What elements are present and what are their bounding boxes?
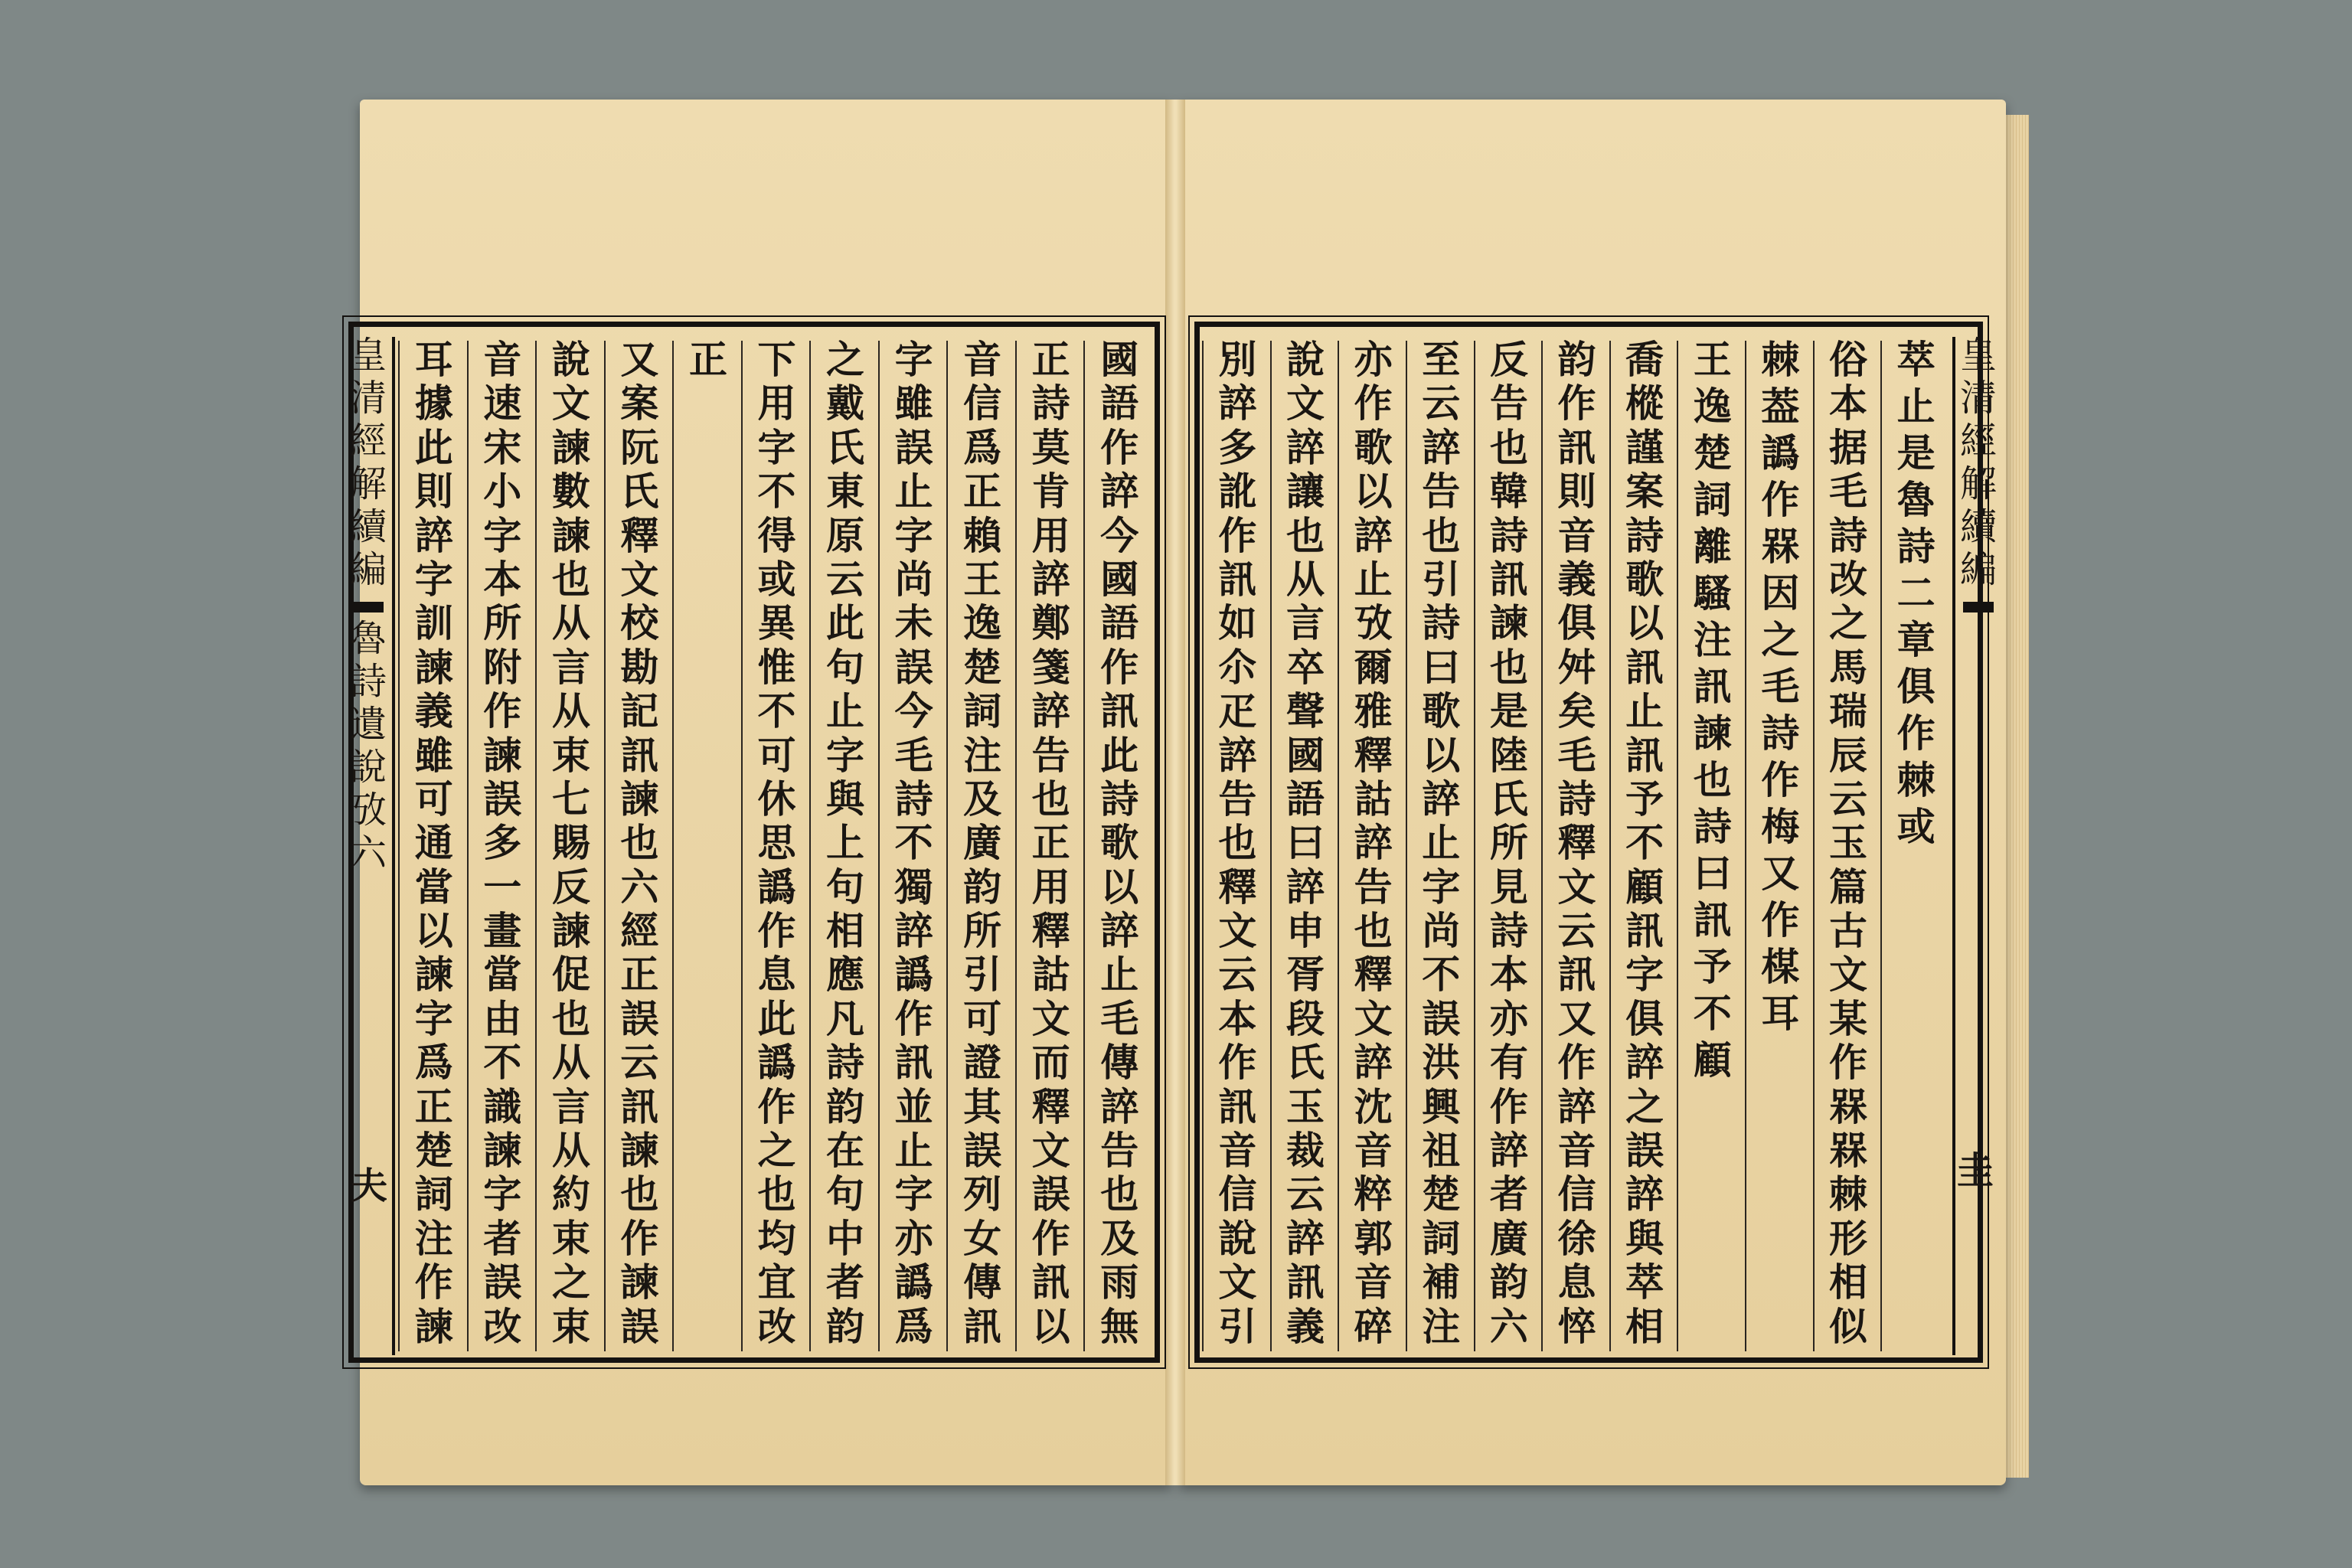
- book-spine: [1165, 100, 1185, 1485]
- right-text-column: 萃 止 是 魯 詩 二 章 俱 作 棘 或: [1880, 341, 1950, 1351]
- left-text-column: 下 用 字 不 得 或 異 惟 不 可 休 思 譌 作 息 此 譌 作 之 也 均 宜 改: [741, 341, 812, 1351]
- banner-section: 魯 詩 遺 說 攷 六: [349, 617, 387, 874]
- left-text-column: 又 案 阮 氏 釋 文 校 勘 記 訊 諫 也 六 經 正 誤 云 訊 諫 也 作 諫 誤: [604, 341, 675, 1351]
- banner-title: 皇 清 經 解 續 編: [1959, 334, 1997, 591]
- right-banner: [1952, 334, 2001, 1355]
- right-text-column: 亦 作 歌 以 誶 止 攷 爾 雅 釋 詁 誶 告 也 釋 文 誶 沈 音 粹 郭 音 碎: [1338, 341, 1407, 1351]
- left-text-column: 音 信 爲 正 賴 王 逸 楚 詞 注 及 廣 韵 所 引 可 證 其 誤 列 女 傳 訊: [946, 341, 1017, 1351]
- right-text-column: 王 逸 楚 詞 離 騷 注 訊 諫 也 詩 曰 訊 予 不 顧: [1677, 341, 1746, 1351]
- left-text-column: 正: [672, 341, 743, 1351]
- folio-number: 圭: [1957, 1149, 1994, 1192]
- left-text-column: 之 戴 氏 東 原 云 此 句 止 字 與 上 句 相 應 凡 詩 韵 在 句 中 者 韵: [809, 341, 880, 1351]
- banner-title: 皇 清 經 解 續 編: [349, 334, 387, 591]
- right-text-column: 說 文 誶 讓 也 从 言 卒 聲 國 語 曰 誶 申 胥 段 氏 玉 裁 云 誶 訊 義: [1270, 341, 1340, 1351]
- right-text-column: 反 告 也 韓 詩 訊 諫 也 是 陸 氏 所 見 詩 本 亦 有 作 誶 者 廣 韵 六: [1474, 341, 1544, 1351]
- left-text-column: 音 速 宋 小 字 本 所 附 作 諫 誤 多 一 畫 當 由 不 識 諫 字 者 誤 改: [467, 341, 537, 1351]
- folio-number: 夫: [351, 1165, 388, 1207]
- right-text-column: 喬 樅 謹 案 詩 歌 以 訊 止 訊 予 不 顧 訊 字 俱 誶 之 誤 誶 與 萃 相: [1609, 341, 1679, 1351]
- left-text-column: 耳 據 此 則 誶 字 訓 諫 義 雖 可 通 當 以 諫 字 爲 正 楚 詞 注 作 諫: [398, 341, 469, 1351]
- right-text-column: 韵 作 訊 則 音 義 俱 舛 矣 毛 詩 釋 文 云 訊 又 作 誶 音 信 徐 息 悴: [1541, 341, 1611, 1351]
- left-text-column: 正 詩 莫 肯 用 誶 鄭 箋 誶 告 也 正 用 釋 詁 文 而 釋 文 誤 作 訊 以: [1015, 341, 1086, 1351]
- left-text-column: 國 語 作 誶 今 國 語 作 訊 此 詩 歌 以 誶 止 毛 傳 誶 告 也 及 雨 無: [1083, 341, 1154, 1351]
- fish-tail-mark: [1963, 602, 1994, 612]
- right-text-column: 俗 本 据 毛 詩 改 之 馬 瑞 辰 云 玉 篇 古 文 某 作 槑 槑 棘 形 相 似: [1813, 341, 1883, 1351]
- left-text-column: 說 文 諫 數 諫 也 从 言 从 束 七 賜 反 諫 促 也 从 言 从 約 束 之 束: [535, 341, 606, 1351]
- right-text-column: 棘 葢 譌 作 槑 因 之 毛 詩 作 梅 又 作 楳 耳: [1745, 341, 1815, 1351]
- right-text-column: 別 誶 多 訛 作 訊 如 尒 疋 誶 告 也 釋 文 云 本 作 訊 音 信 說 文 引: [1202, 341, 1272, 1351]
- fish-tail-mark: [353, 602, 384, 612]
- left-text-column: 字 雖 誤 止 字 尚 未 誤 今 毛 詩 不 獨 誶 譌 作 訊 並 止 字 亦 譌 爲: [878, 341, 949, 1351]
- right-text-column: 至 云 誶 告 也 引 詩 曰 歌 以 誶 止 字 尚 不 誤 洪 興 祖 楚 詞 補 注: [1406, 341, 1475, 1351]
